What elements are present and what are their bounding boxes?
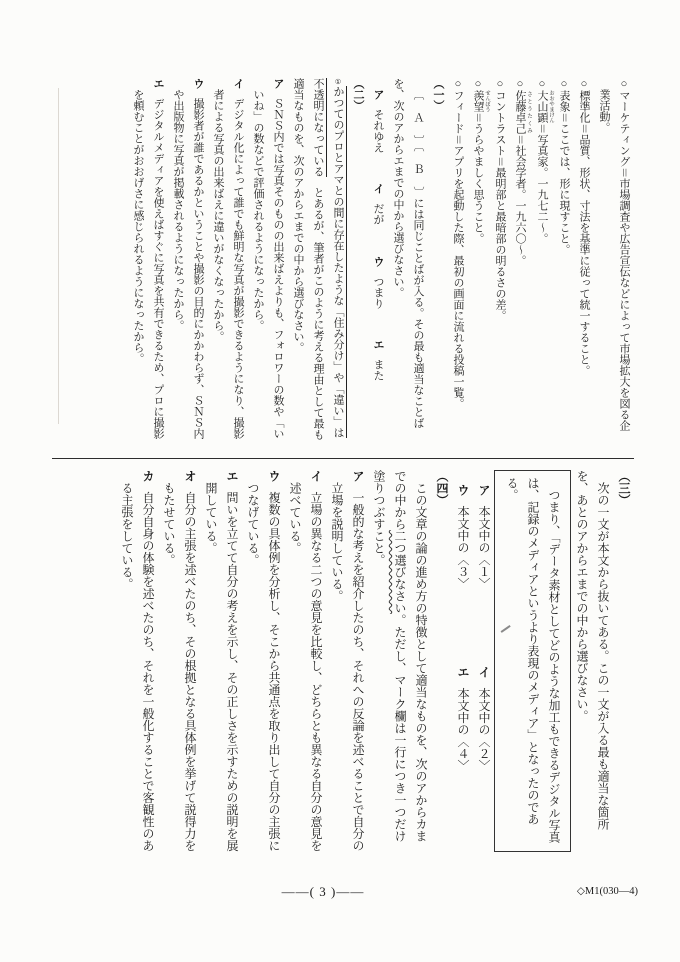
choice-text: 撮影者が誰であるかということや撮影の目的にかかわらず、ＳＮＳ内や出版物に写真が掲載されるようになったから。 bbox=[172, 89, 204, 439]
choice-text: デジタル化によって誰でも鮮明な写真が撮影できるようになり、撮影者による写真の出来ばえに違いがなくなったから。 bbox=[212, 89, 244, 439]
note-separator: ＝ bbox=[618, 167, 630, 178]
choice-text: それゆえ bbox=[372, 108, 384, 153]
choice-key: ウ bbox=[456, 484, 470, 497]
note-separator: ＝ bbox=[536, 123, 548, 134]
note-item bbox=[574, 78, 594, 440]
scan-fold-line bbox=[58, 88, 59, 424]
question-1-choice-row bbox=[368, 78, 388, 440]
wavy-emphasis: 二つ選びなさい bbox=[393, 530, 407, 614]
note-separator: ＝ bbox=[494, 156, 506, 167]
note-item bbox=[490, 78, 510, 440]
choice-item bbox=[372, 183, 384, 225]
choice-key: イ bbox=[309, 470, 323, 482]
note-term: コントラスト bbox=[494, 90, 506, 156]
note-bullet: ○ bbox=[558, 78, 570, 90]
choice-key: エ bbox=[225, 470, 239, 482]
note-item bbox=[468, 78, 490, 440]
note-bullet: ○ bbox=[618, 78, 630, 90]
question-2-prompt-rest: とあるが、筆者がこのように考える理由として最も適当なものを、次のアからエまでの中から選びなさい。 bbox=[292, 78, 324, 440]
choice-column bbox=[452, 470, 473, 852]
choice-text: 問いを立てて自分の考えを示し、その正しさを示すための説明を展開している。 bbox=[204, 482, 239, 852]
note-item bbox=[448, 78, 468, 440]
ref-mark-1: ① bbox=[334, 78, 342, 86]
choice-text: 本文中の〈３〉 bbox=[456, 505, 470, 590]
choice-key: オ bbox=[183, 470, 197, 482]
note-separator: ＝ bbox=[514, 134, 526, 145]
choice-item bbox=[477, 666, 491, 772]
question-4-prompt bbox=[368, 470, 431, 852]
choice-key: エ bbox=[372, 339, 384, 351]
choice-item bbox=[456, 484, 470, 590]
section-divider bbox=[52, 458, 634, 459]
choice-key: ア bbox=[351, 470, 365, 482]
question-3-label: （三） bbox=[617, 470, 631, 506]
footer-page-number: ——( 3 )—— bbox=[281, 884, 365, 899]
choice-text: 本文中の〈２〉 bbox=[477, 687, 491, 772]
note-definition: 社会学者。一九六〇〜。 bbox=[514, 145, 526, 266]
note-term: 佐藤卓己 bbox=[514, 90, 526, 134]
note-furigana: せんぼう bbox=[484, 90, 490, 112]
note-bullet: ○ bbox=[536, 78, 548, 90]
question-1-label: （一） bbox=[432, 78, 444, 111]
choice-item bbox=[372, 256, 384, 309]
note-bullet: ○ bbox=[452, 78, 464, 90]
note-definition: ここでは、形に現すこと。 bbox=[558, 123, 570, 255]
choice-key: ア bbox=[477, 484, 491, 497]
note-definition: 最明部と最暗部の明るさの差。 bbox=[494, 167, 506, 321]
top-section bbox=[52, 78, 634, 440]
choice-key: イ bbox=[372, 183, 384, 195]
note-item bbox=[532, 78, 554, 440]
underlined-quote: かつてのプロとアマとの間に存在したような「住み分け」や「違い」は不透明になっている bbox=[312, 78, 347, 438]
question-1-prompt: 〔 Ａ 〕〔 Ｂ 〕には同じことばが入る。その最も適当なことばを、次のアからエまでの中から選びなさい。 bbox=[392, 78, 424, 429]
choice-key: ウ bbox=[372, 255, 384, 267]
question-4-label: （四） bbox=[435, 470, 449, 506]
choice-item bbox=[200, 470, 242, 852]
choice-text: 自分自身の体験を述べたのち、それを一般化することで客観性のある主張をしている。 bbox=[120, 482, 155, 852]
choice-item bbox=[284, 470, 326, 852]
choice-item bbox=[477, 484, 491, 590]
question-4-prompt-post: 。ただし、マーク欄は一行につき一つだけ塗りつぶすこと。 bbox=[372, 470, 407, 842]
note-term: フィード bbox=[452, 90, 464, 134]
note-separator: ＝ bbox=[452, 134, 464, 145]
choice-key: ア bbox=[272, 78, 284, 89]
choice-key: カ bbox=[141, 470, 155, 482]
choice-item bbox=[326, 470, 368, 852]
boxed-sentence-text: つまり、「データ素材としてどのような加工もできるデジタル写真は、記録のメディアというより表現のメディア」となったのである。 bbox=[505, 477, 561, 843]
choice-text: 本文中の〈４〉 bbox=[456, 687, 470, 772]
choice-text: 本文中の〈１〉 bbox=[477, 505, 491, 590]
question-4-prompt-pre: この文章の論の進め方の特徴として適当なものを、次のアからカまでの中から bbox=[393, 470, 428, 842]
choice-key: エ bbox=[152, 78, 164, 89]
note-bullet: ○ bbox=[472, 78, 484, 90]
note-definition: うらやましく思うこと。 bbox=[472, 123, 484, 244]
note-term: 標準化 bbox=[578, 90, 590, 123]
choice-key: ウ bbox=[267, 470, 281, 482]
note-definition: 品質、形状、寸法を基準に従って統一すること。 bbox=[578, 134, 590, 376]
choice-text: また bbox=[372, 359, 384, 382]
choice-item bbox=[168, 78, 208, 440]
note-definition: 市場調査や広告宣伝などによって市場拡大を図る企業活動。 bbox=[598, 89, 630, 431]
question-1 bbox=[368, 78, 448, 440]
note-furigana: おおやまけん bbox=[548, 90, 554, 123]
choice-item bbox=[242, 470, 284, 852]
note-term: 大山顕 bbox=[536, 90, 548, 123]
choice-text: つまり bbox=[372, 275, 384, 309]
note-term: マーケティング bbox=[618, 90, 630, 167]
note-item bbox=[594, 78, 634, 440]
choice-item bbox=[372, 89, 384, 153]
choice-item bbox=[372, 339, 384, 381]
choice-key: エ bbox=[456, 666, 470, 679]
choice-text: 自分の主張を述べたのち、その根拠となる具体例を挙げて説得力をもたせている。 bbox=[162, 482, 197, 852]
note-definition: 写真家。一九七二〜。 bbox=[536, 134, 548, 244]
choice-item bbox=[128, 78, 168, 440]
choice-key: イ bbox=[477, 666, 491, 679]
question-4 bbox=[116, 470, 452, 852]
choice-text: 一般的な考えを紹介したのち、それへの反論を述べることで自分の立場を説明している。 bbox=[330, 482, 365, 852]
note-separator: ＝ bbox=[558, 112, 570, 123]
choice-item bbox=[116, 470, 158, 852]
notes-list bbox=[448, 78, 634, 440]
choice-item bbox=[208, 78, 248, 440]
question-2-prompt bbox=[288, 78, 348, 440]
choice-text: デジタルメディアを使えばすぐに写真を共有できるため、プロに撮影を頼むことがおおげさに感じられるようになったから。 bbox=[132, 89, 164, 439]
note-bullet: ○ bbox=[514, 78, 526, 90]
note-item bbox=[554, 78, 574, 440]
choice-key: ウ bbox=[192, 78, 204, 89]
choice-key: ア bbox=[372, 89, 384, 100]
choice-text: ＳＮＳ内では写真そのものの出来ばえよりも、フォロワーの数や「いいね」の数などで評価されるようになったから。 bbox=[252, 89, 284, 439]
question-3 bbox=[452, 470, 634, 852]
question-2 bbox=[128, 78, 368, 440]
boxed-sentence bbox=[494, 470, 571, 852]
note-bullet: ○ bbox=[578, 78, 590, 90]
choice-text: だが bbox=[372, 203, 384, 226]
note-item bbox=[510, 78, 532, 440]
note-furigana: さとうたくみ bbox=[526, 90, 532, 134]
note-term: 羨望 bbox=[472, 90, 484, 112]
question-2-label: （二） bbox=[352, 78, 364, 111]
choice-item bbox=[248, 78, 288, 440]
bottom-section bbox=[52, 470, 634, 852]
note-definition: アプリを起動した際、最初の画面に流れる投稿一覧。 bbox=[452, 145, 464, 409]
question-3-prompt: 次の一文が本文から抜いてある。この一文が入る最も適当な箇所を、あとのアからエまでの中から選びなさい。 bbox=[575, 470, 610, 830]
choice-item bbox=[456, 666, 470, 772]
choice-text: 立場の異なる二つの意見を比較し、どちらとも異なる自分の意見を述べている。 bbox=[288, 482, 323, 852]
choice-key: イ bbox=[232, 78, 244, 89]
choice-text: 複数の具体例を分析し、そこから共通点を取り出して自分の主張につなげている。 bbox=[246, 482, 281, 852]
note-separator: ＝ bbox=[472, 112, 484, 123]
note-separator: ＝ bbox=[578, 123, 590, 134]
choice-column bbox=[473, 470, 494, 852]
choice-item bbox=[158, 470, 200, 852]
footer-doc-code: ◇M1(030—4) bbox=[576, 886, 638, 897]
note-term: 表象 bbox=[558, 90, 570, 112]
note-bullet: ○ bbox=[494, 78, 506, 90]
